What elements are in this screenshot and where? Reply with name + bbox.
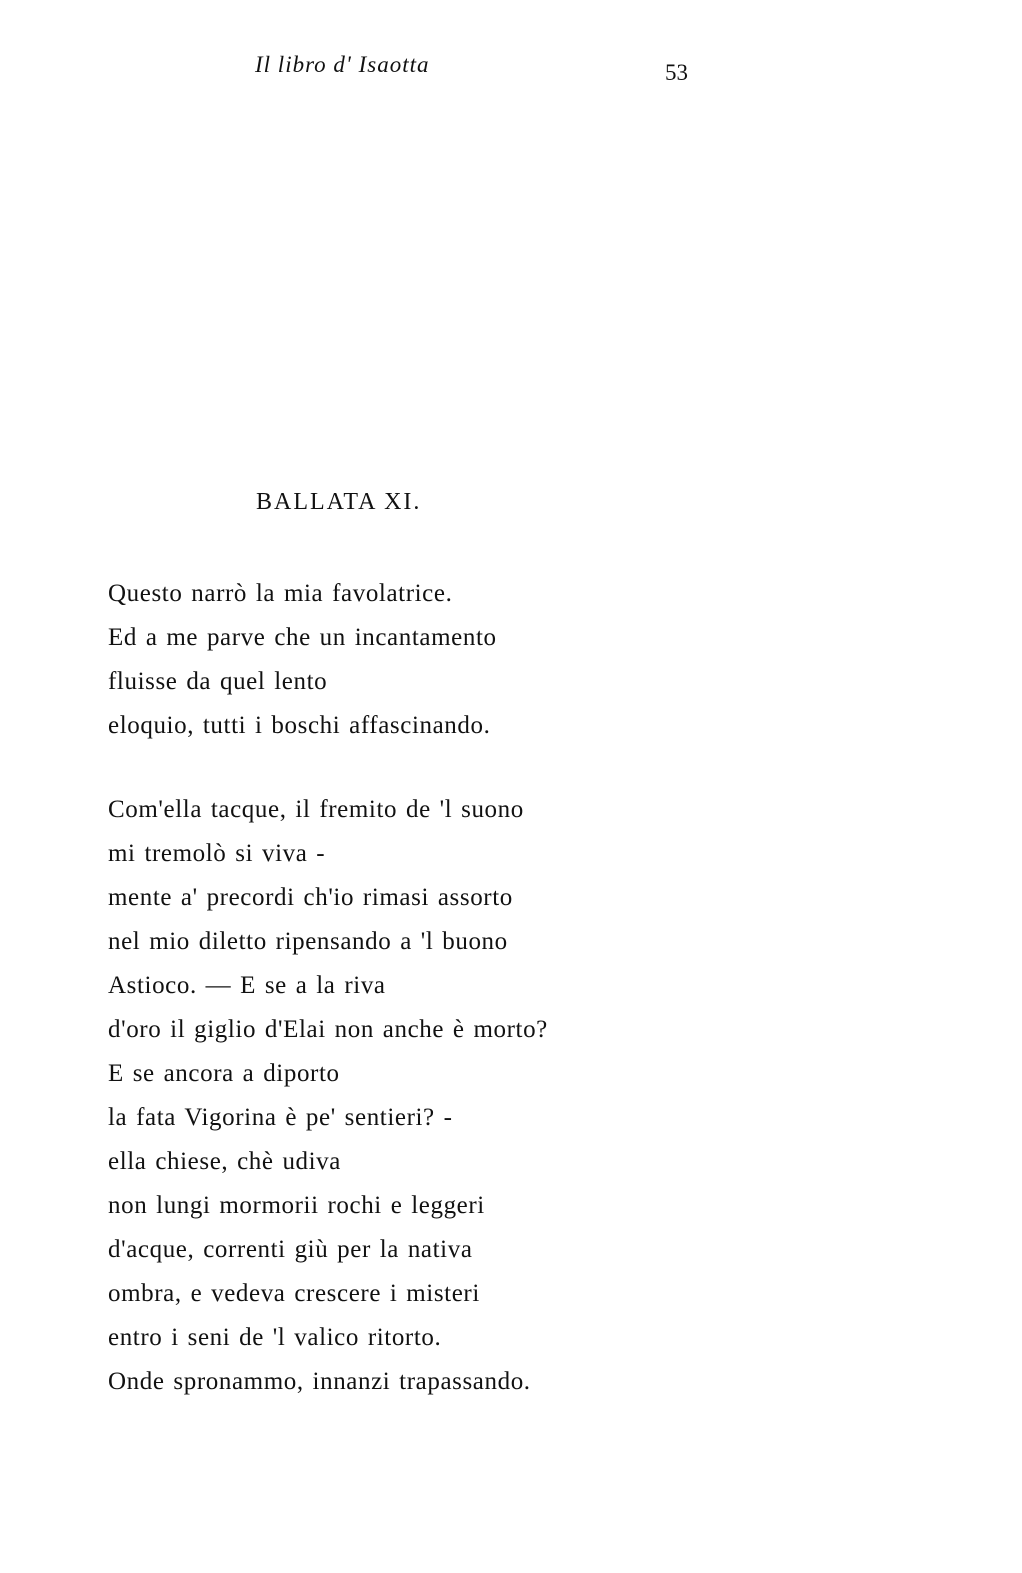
poem-title: BALLATA XI. [256,489,422,515]
running-head-title: Il libro d' Isaotta [255,52,430,77]
poem-line: mente a' precordi ch'io rimasi assorto [108,884,513,911]
page-number: 53 [665,60,688,85]
stanza-1 [108,572,668,748]
stanza-2 [108,788,668,1404]
poem-body [108,572,668,1404]
poem-line: ella chiese, chè udiva [108,1148,341,1175]
poem-line: d'oro il giglio d'Elai non anche è morto? [108,1016,548,1043]
poem-line: non lungi mormorii rochi e leggeri [108,1192,485,1219]
poem-line: E se ancora a diporto [108,1060,340,1087]
poem-line: Ed a me parve che un incantamento [108,624,497,651]
poem-line: d'acque, correnti giù per la nativa [108,1236,473,1263]
poem-line: Astioco. — E se a la riva [108,972,386,999]
poem-line: Questo narrò la mia favolatrice. [108,580,453,607]
poem-line: ombra, e vedeva crescere i misteri [108,1280,480,1307]
poem-line: entro i seni de 'l valico ritorto. [108,1324,442,1351]
poem-line: fluisse da quel lento [108,668,328,695]
poem-line: Com'ella tacque, il fremito de 'l suono [108,796,524,823]
poem-line: mi tremolò si viva - [108,840,326,867]
poem-line: eloquio, tutti i boschi affascinando. [108,712,491,739]
poem-line: nel mio diletto ripensando a 'l buono [108,928,508,955]
poem-line: la fata Vigorina è pe' sentieri? - [108,1104,453,1131]
poem-line: Onde spronammo, innanzi trapassando. [108,1368,531,1395]
